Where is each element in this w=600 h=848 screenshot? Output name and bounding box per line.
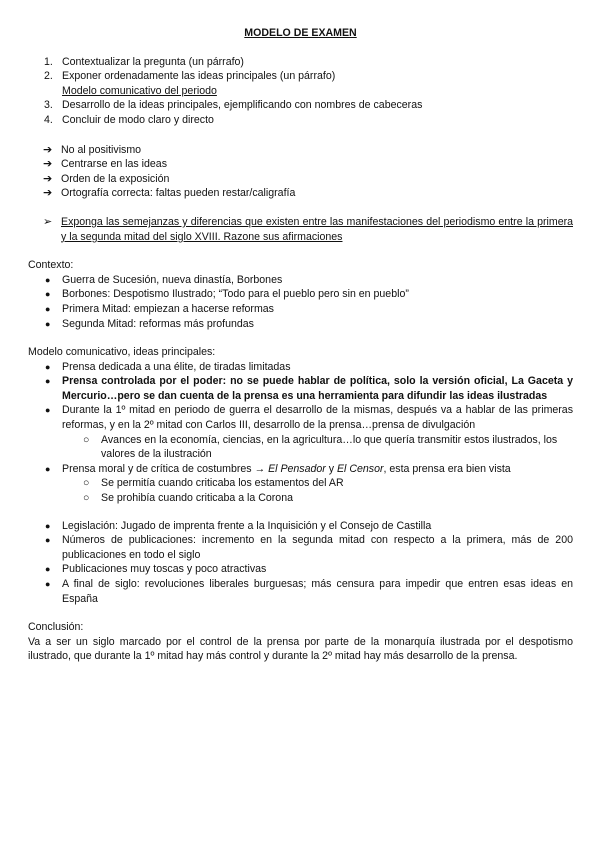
bullet-icon: ●	[45, 579, 51, 589]
list-item	[28, 317, 573, 332]
list-item-text: Prensa moral y de crítica de costumbres →	[62, 462, 269, 475]
publication-title: El Pensador	[268, 462, 326, 475]
bullet-icon: ●	[45, 274, 51, 285]
list-item	[28, 287, 573, 302]
list-item-text: Primera Mitad: empiezan a hacerse reformas	[62, 302, 274, 315]
steps-list	[28, 55, 573, 128]
tips-list	[28, 143, 573, 201]
list-item	[28, 374, 573, 403]
circle-bullet-icon: ○	[83, 492, 90, 505]
list-item	[28, 360, 573, 375]
step-item	[28, 113, 573, 128]
step-text: Contextualizar la pregunta (un párrafo)	[62, 55, 244, 68]
list-item-text: Segunda Mitad: reformas más profundas	[62, 317, 254, 330]
arrow-icon: ➔	[43, 143, 53, 156]
page-title: MODELO DE EXAMEN	[244, 27, 357, 39]
list-item	[28, 562, 573, 577]
tip-text: Centrarse en las ideas	[61, 158, 167, 171]
context-list	[28, 273, 573, 331]
step-text: Desarrollo de la ideas principales, ejemplificando con nombres de cabeceras	[62, 99, 423, 112]
bullet-icon: ●	[45, 361, 51, 372]
tip-text: Ortografía correcta: faltas pueden restar/caligrafía	[61, 187, 296, 200]
step-item	[28, 55, 573, 70]
tip-item	[28, 143, 573, 158]
bullet-icon: ●	[45, 289, 51, 300]
step-item	[28, 98, 573, 113]
arrow-icon: ➔	[43, 187, 53, 200]
bullet-icon: ●	[45, 376, 51, 387]
bullet-icon: ●	[45, 318, 51, 329]
context-heading: Contexto:	[28, 259, 74, 272]
list-item	[28, 462, 573, 477]
model-list	[28, 360, 573, 607]
bullet-icon: ●	[45, 405, 51, 416]
list-item	[28, 577, 573, 606]
arrowhead-icon: ➢	[43, 215, 53, 228]
list-item	[28, 273, 573, 288]
sub-item-text: Avances en la economía, ciencias, en la agricultura…lo que quería transmitir estos ilustrados, los valores de la ilustración	[101, 433, 558, 461]
step-item	[28, 69, 573, 98]
list-item-text: Durante la 1º mitad en periodo de guerra el desarrollo de la mismas, después va a hablar de las primeras reformas, y en la 2º mitad con Carlos III, desarrollo de la prensa…prensa de divulgación	[62, 404, 573, 432]
tip-text: Orden de la exposición	[61, 172, 170, 185]
sub-list-item	[28, 491, 573, 506]
circle-bullet-icon: ○	[83, 433, 90, 446]
list-item-text: Borbones: Despotismo Ilustrado; “Todo para el pueblo pero sin en pueblo”	[62, 288, 409, 301]
step-number: 2.	[44, 70, 53, 83]
list-item-text: A final de siglo: revoluciones liberales burguesas; más censura para impedir que entren esas ideas en España	[62, 578, 573, 605]
list-item-text: Guerra de Sucesión, nueva dinastía, Borbones	[62, 273, 283, 286]
bullet-icon: ●	[45, 463, 51, 474]
step-text: Concluir de modo claro y directo	[62, 113, 214, 126]
conclusion-text: Va a ser un siglo marcado por el control de la prensa por parte de la monarquía ilustrada por el despotismo ilustrado, que durante la 1º mitad hay más control y durante la 2º mitad hay más desarrollo de la prensa.	[28, 635, 573, 663]
list-item	[28, 533, 573, 562]
bullet-icon: ●	[45, 303, 51, 314]
arrow-icon: ➔	[43, 158, 53, 171]
step-number: 1.	[44, 55, 53, 68]
step-number: 3.	[44, 99, 53, 112]
list-item-text: Prensa controlada por el poder: no se puede hablar de política, solo la versión oficial, La Gaceta y Mercurio…pero se dan cuenta de la prensa es una herramienta para difundir las ideas ilustradas	[62, 375, 573, 402]
bullet-icon: ●	[45, 564, 51, 575]
model-heading: Modelo comunicativo, ideas principales:	[28, 346, 216, 359]
sub-item-text: Se prohibía cuando criticaba a la Corona	[101, 492, 293, 505]
sub-item-text: Se permitía cuando criticaba los estamentos del AR	[101, 477, 344, 490]
list-item	[28, 302, 573, 317]
list-item-text: Prensa dedicada a una élite, de tiradas limitadas	[62, 360, 291, 373]
circle-bullet-icon: ○	[83, 477, 90, 490]
exam-question	[28, 215, 573, 244]
tip-text: No al positivismo	[61, 143, 142, 156]
tip-item	[28, 172, 573, 187]
step-number: 4.	[44, 113, 53, 126]
list-item-text: , esta prensa era bien vista	[383, 462, 511, 475]
step-subtext: Modelo comunicativo del periodo	[62, 84, 217, 97]
list-item-text: y	[325, 462, 337, 475]
bullet-icon: ●	[45, 520, 51, 531]
step-text: Exponer ordenadamente las ideas principales (un párrafo)	[62, 70, 336, 83]
list-item-text: Números de publicaciones: incremento en la segunda mitad con respecto a la primera, más de 200 publicaciones en todo el siglo	[62, 534, 573, 561]
tip-item	[28, 157, 573, 172]
publication-title: El Censor	[336, 462, 384, 475]
question-text: Exponga las semejanzas y diferencias que existen entre las manifestaciones del periodismo entre la primera y la segunda mitad del siglo XVIII. Razone sus afirmaciones	[61, 215, 573, 243]
conclusion-heading: Conclusión:	[28, 621, 84, 634]
tip-item	[28, 186, 573, 201]
bullet-icon: ●	[45, 535, 51, 546]
document-page	[28, 26, 573, 664]
sub-list-item	[28, 433, 573, 462]
list-item-text: Publicaciones muy toscas y poco atractivas	[62, 563, 267, 576]
arrow-icon: ➔	[43, 172, 53, 185]
sub-list-item	[28, 476, 573, 491]
list-item	[28, 519, 573, 534]
list-item-text: Legislación: Jugado de imprenta frente a la Inquisición y el Consejo de Castilla	[62, 519, 432, 532]
list-item	[28, 403, 573, 432]
